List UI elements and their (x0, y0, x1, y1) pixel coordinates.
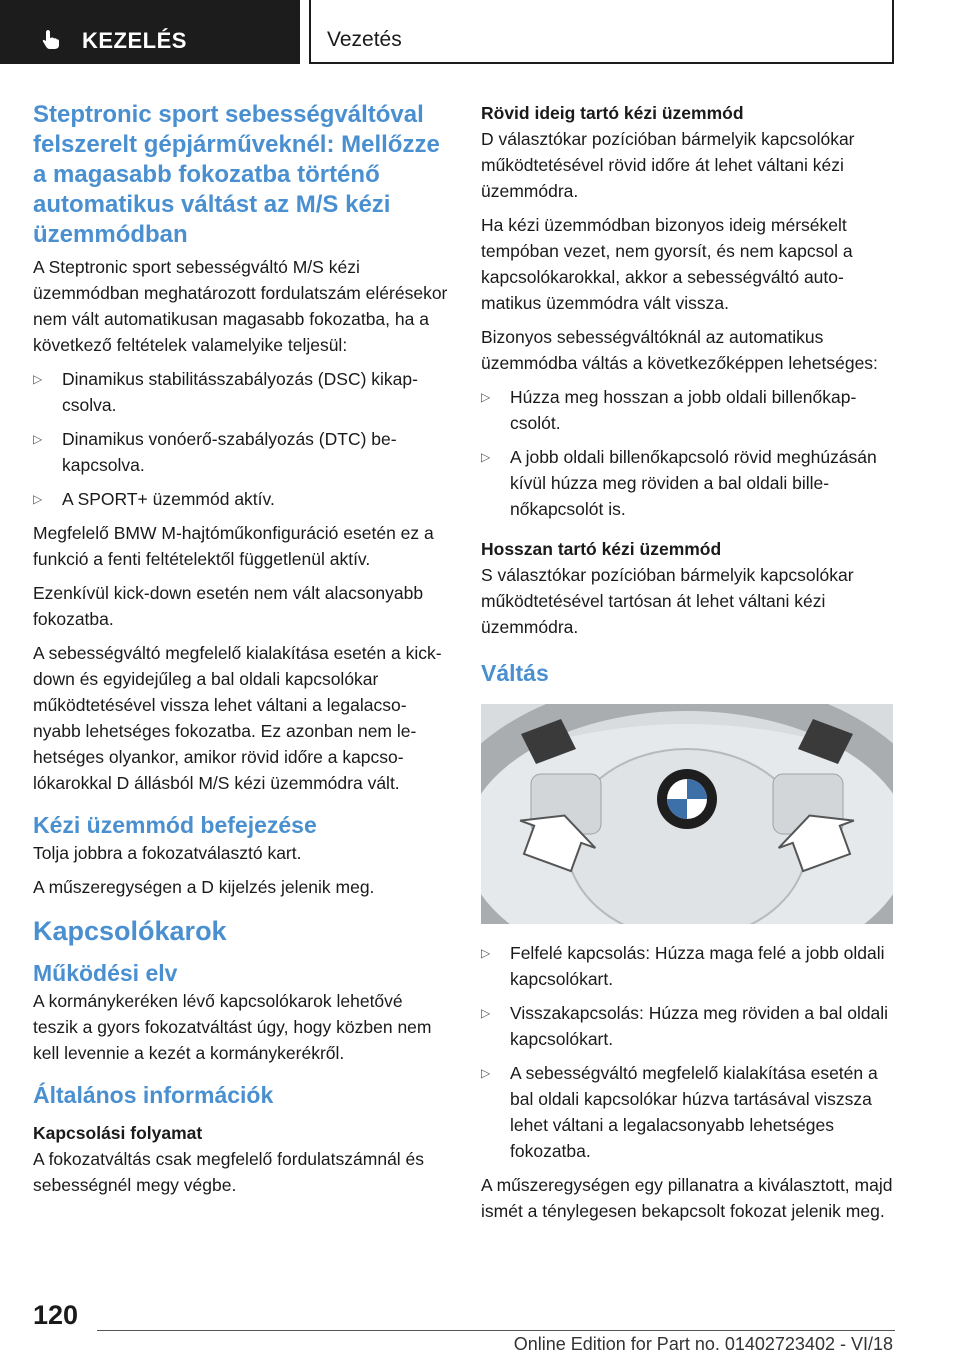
section-tab (0, 0, 300, 64)
paragraph: A kormánykeréken lévő kapcsolókarok lehetővé teszik a gyors fokozatváltást úgy, hogy közben nem kell levennie a kezét a kormánykerékről. (33, 991, 432, 1063)
list-item (33, 426, 448, 478)
list-item-text: A sebességváltó megfelelő kialakítása esetén a bal oldali kapcsolókar húzva tartásával viszsza lehet váltani a legalacsonyabb lehetséges fokozatba. (510, 1063, 878, 1161)
footer-divider (97, 1330, 895, 1331)
paragraph: Bizonyos sebességváltóknál az automatikus üzemmódba váltás a következőképpen lehetséges: (481, 327, 878, 373)
paragraph: Ha kézi üzemmódban bizonyos ideig mérsékelt tempóban vezet, nem gyorsít, és nem kapcsol a kapcsolókarokkal, akkor a sebességváltó automatikus üzemmódra vált vissza. (481, 215, 853, 313)
steering-wheel-image (481, 704, 893, 924)
arrow-bullet-icon: ▷ (481, 1006, 491, 1020)
list-item (481, 1000, 893, 1052)
list-item (481, 444, 893, 522)
chapter-title: Vezetés (327, 28, 402, 51)
section-title: KEZELÉS (82, 28, 187, 53)
list-item (33, 486, 448, 512)
arrow-bullet-icon: ▷ (481, 1066, 491, 1080)
arrow-bullet-icon: ▷ (481, 390, 491, 404)
arrow-bullet-icon: ▷ (481, 450, 491, 464)
subheading-rovid-ideig: Rövid ideig tartó kézi üzemmód (481, 103, 744, 123)
right-column (481, 100, 893, 1232)
list-item-text: Dinamikus stabilitásszabályozás (DSC) kikapcsolva. (62, 369, 418, 415)
list-item-text: Visszakapcsolás: Húzza meg röviden a bal oldali kapcsolókart. (510, 1003, 889, 1049)
paragraph: Ezenkívül kick-down esetén nem vált alacsonyabb fokozatba. (33, 583, 424, 629)
left-column (33, 100, 448, 1206)
list-item (33, 366, 448, 418)
page-number: 120 (33, 1300, 79, 1330)
heading-steptronic: Steptronic sport sebességváltóval felszerelt gépjárműveknél: Mellőzze a magasabb fokozatba történő automatikus váltást az M/S kézi üzemmódban (33, 101, 440, 248)
subheading-kapcsolasi-folyamat: Kapcsolási folyamat (33, 1123, 203, 1143)
list-item-text: Felfelé kapcsolás: Húzza maga felé a jobb oldali kapcsolókart. (510, 943, 885, 989)
list-item-text: A jobb oldali billenőkapcsoló rövid meghúzásán kívül húzza meg röviden a bal oldali billenőkapcsolót is. (510, 447, 877, 519)
paragraph: S választókar pozícióban bármelyik kapcsolókar működtetésével tartósan át lehet váltani kézi üzemmódra. (481, 565, 854, 637)
list-item-text: A SPORT+ üzemmód aktív. (62, 489, 275, 509)
paragraph: A műszeregységen a D kijelzés jelenik meg. (33, 877, 375, 897)
paragraph: Megfelelő BMW M-hajtóműkonfiguráció esetén ez a funkció a fenti feltételektől függetlenül aktív. (33, 523, 434, 569)
list-item-text: Húzza meg hosszan a jobb oldali billenőkapcsolót. (510, 387, 857, 433)
heading-mukodesi-elv: Működési elv (33, 960, 178, 986)
paragraph: A sebességváltó megfelelő kialakítása esetén a kick-down és egyidejűleg a bal oldali kapcsolókar működtetésével vissza lehet váltani a legalacsonyabb lehetséges fokozatba. Ez azonban nem lehetséges olyankor, amikor rövid időre a kapcsolókarokkal D állásból M/S kézi üzemmódra vált. (33, 643, 442, 793)
heading-altalanos: Általános információk (33, 1082, 274, 1108)
arrow-bullet-icon: ▷ (33, 432, 43, 446)
heading-kezi-befejezes: Kézi üzemmód befejezése (33, 812, 317, 838)
arrow-bullet-icon: ▷ (33, 372, 43, 386)
paragraph: D választókar pozícióban bármelyik kapcsolókar működtetésével rövid időre át lehet váltani kézi üzemmódra. (481, 129, 855, 201)
paragraph: A műszeregységen egy pillanatra a kiválasztott, majd ismét a ténylegesen bekapcsolt fokozat jelenik meg. (481, 1175, 893, 1221)
list-item (481, 940, 893, 992)
arrow-bullet-icon: ▷ (33, 492, 43, 506)
heading-valtas: Váltás (481, 660, 549, 686)
paragraph: A fokozatváltás csak megfelelő fordulatszámnál és sebességnél megy végbe. (33, 1149, 425, 1195)
hand-touch-icon (40, 28, 62, 50)
arrow-bullet-icon: ▷ (481, 946, 491, 960)
list-item (481, 1060, 893, 1164)
list-item-text: Dinamikus vonóerő-szabályozás (DTC) bekapcsolva. (62, 429, 397, 475)
footer-edition: Online Edition for Part no. 01402723402 - VI/18 (513, 1334, 893, 1354)
chapter-tab (309, 0, 894, 64)
steering-wheel-illustration (481, 704, 893, 924)
paragraph: A Steptronic sport sebességváltó M/S kézi üzemmódban meghatározott fordulatszám elérésekor nem vált automatikusan magasabb fokozatba, ha a következő feltételek valamelyike teljesül: (33, 257, 448, 355)
heading-kapcsolokarok: Kapcsolókarok (33, 916, 227, 946)
paragraph: Tolja jobbra a fokozatválasztó kart. (33, 843, 302, 863)
page-header (0, 0, 960, 66)
subheading-hosszan-tarto: Hosszan tartó kézi üzemmód (481, 539, 722, 559)
list-item (481, 384, 893, 436)
